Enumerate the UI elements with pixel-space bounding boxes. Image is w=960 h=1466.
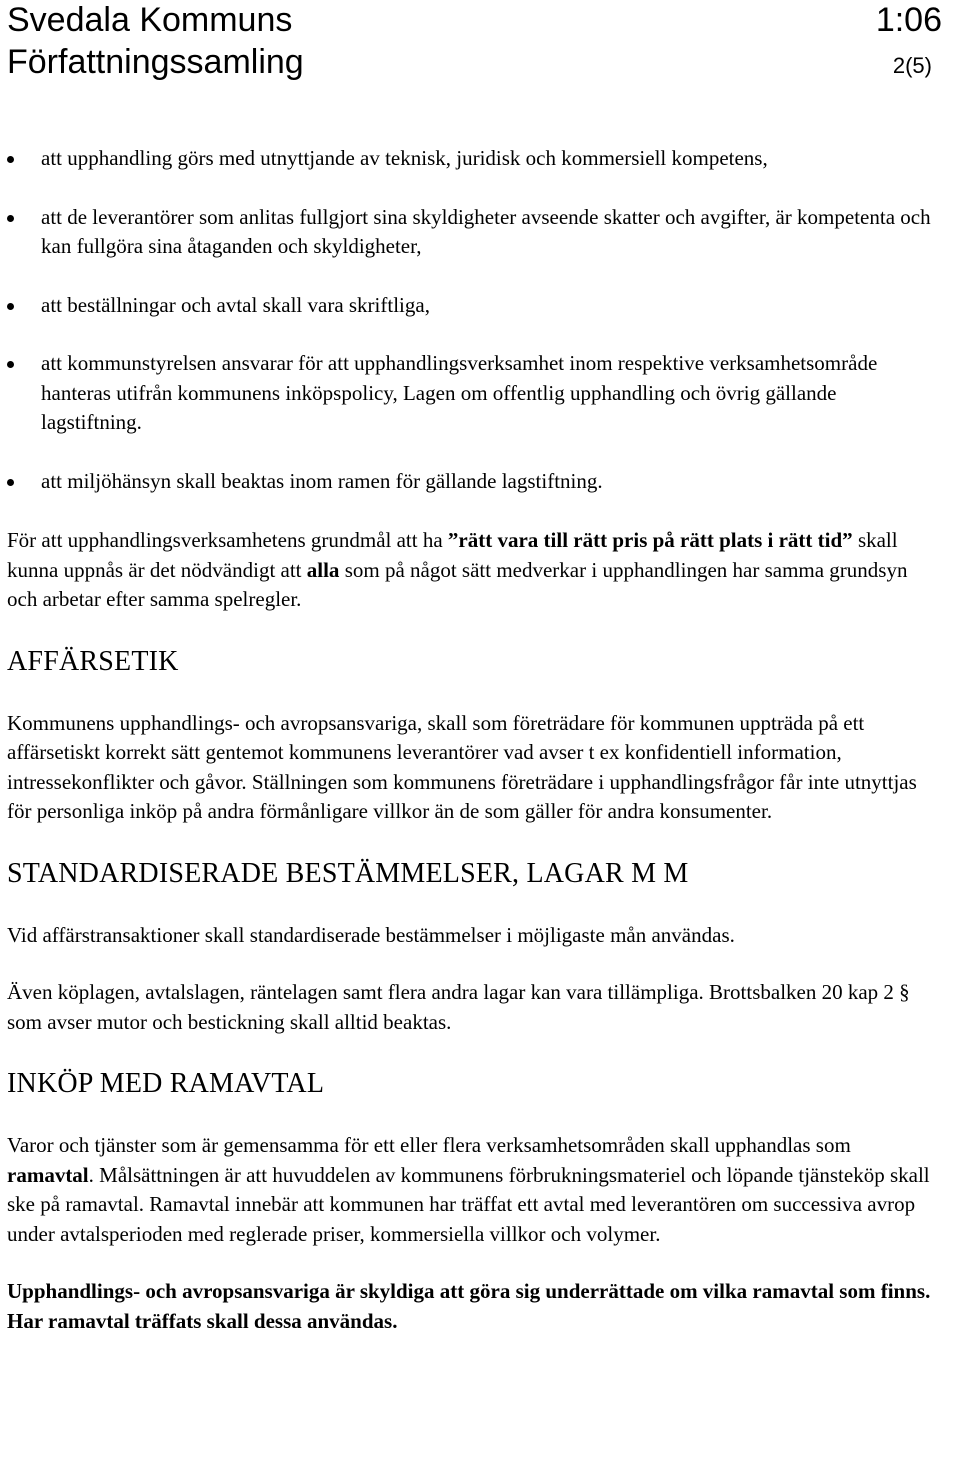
ramavtal-text-2: . Målsättningen är att huvuddelen av kommunens förbrukningsmateriel och löpande tjänsteköp skall ske på ramavtal. Ramavtal innebär att kommunen har träffat ett avtal med leverantören om successiva avrop under avtalsperioden med reglerade priser, kommersiella villkor och volymer. — [7, 1162, 930, 1246]
standard-paragraph-2: Även köplagen, avtalslagen, räntelagen samt flera andra lagar kan vara tillämpliga. Brottsbalken 20 kap 2 § som avser mutor och bestickning skall alltid beaktas. — [7, 980, 910, 1034]
list-item-text: att de leverantörer som anlitas fullgjort sina skyldigheter avseende skatter och avgifter, är kompetenta och kan fullgöra sina åtaganden och skyldigheter, — [41, 204, 931, 258]
document-number: 1:06 — [875, 1, 942, 39]
intro-paragraph — [7, 526, 937, 615]
page-indicator: 2(5) — [892, 53, 932, 78]
intro-bold-all: alla — [306, 557, 340, 582]
affarsetik-paragraph: Kommunens upphandlings- och avropsansvariga, skall som företrädare för kommunen uppträda på ett affärsetiskt korrekt sätt gentemot kommunens leverantörer vad avser t ex konfidentiell information, intressekonflikter och gåvor. Ställningen som kommunens företrädare i upphandlingsfrågor får inte utnyttjas för personliga inköp på andra förmånligare villkor än de som gäller för andra konsumenter. — [7, 710, 917, 823]
ramavtal-paragraph — [7, 1131, 937, 1249]
list-item-text: att miljöhänsyn skall beaktas inom ramen för gällande lagstiftning. — [41, 468, 603, 493]
list-item-text: att kommunstyrelsen ansvarar för att upphandlingsverksamhet inom respektive verksamhetsområde hanteras utifrån kommunens inköpspolicy, Lagen om offentlig upphandling och övrig gällande lagstiftning. — [41, 351, 878, 434]
list-item-text: att beställningar och avtal skall vara skriftliga, — [41, 292, 430, 317]
page-header — [7, 0, 942, 90]
list-item — [7, 203, 937, 262]
bullet-icon — [7, 215, 14, 222]
standard-heading: STANDARDISERADE BESTÄMMELSER, LAGAR M M — [7, 857, 689, 889]
organization-name: Svedala Kommuns — [7, 1, 293, 39]
ramavtal-bold-term: ramavtal — [7, 1162, 89, 1187]
list-item — [7, 291, 937, 321]
bullet-icon — [7, 361, 14, 368]
bullet-icon — [7, 156, 14, 163]
intro-text-2: skall kunna uppnås är det nödvändigt att — [7, 528, 898, 582]
intro-text-1: För att upphandlingsverksamhetens grundmål att ha — [7, 528, 448, 552]
list-item — [7, 349, 937, 438]
bullet-icon — [7, 479, 14, 486]
collection-name: Författningssamling — [7, 43, 304, 81]
standard-paragraph-1: Vid affärstransaktioner skall standardiserade bestämmelser i möjligaste mån användas. — [7, 922, 735, 947]
ramavtal-final-bold: Upphandlings- och avropsansvariga är skyldiga att göra sig underrättade om vilka ramavtal som finns. Har ramavtal träffats skall dessa användas. — [7, 1279, 931, 1333]
intro-bold-motto: ”rätt vara till rätt pris på rätt plats i rätt tid” — [447, 528, 853, 552]
list-item — [7, 144, 937, 174]
list-item-text: att upphandling görs med utnyttjande av teknisk, juridisk och kommersiell kompetens, — [41, 146, 768, 170]
ramavtal-text-1: Varor och tjänster som är gemensamma för ett eller flera verksamhetsområden skall upphandlas som — [7, 1133, 851, 1157]
intro-text-3: som på något sätt medverkar i upphandlingen har samma grundsyn och arbetar efter samma spelregler. — [7, 557, 908, 611]
bullet-icon — [7, 303, 14, 310]
ramavtal-heading: INKÖP MED RAMAVTAL — [7, 1068, 325, 1099]
document-body — [7, 144, 937, 1336]
ramavtal-final-paragraph — [7, 1277, 937, 1336]
affarsetik-heading: AFFÄRSETIK — [7, 645, 179, 677]
requirements-list — [7, 144, 937, 496]
list-item — [7, 467, 937, 497]
